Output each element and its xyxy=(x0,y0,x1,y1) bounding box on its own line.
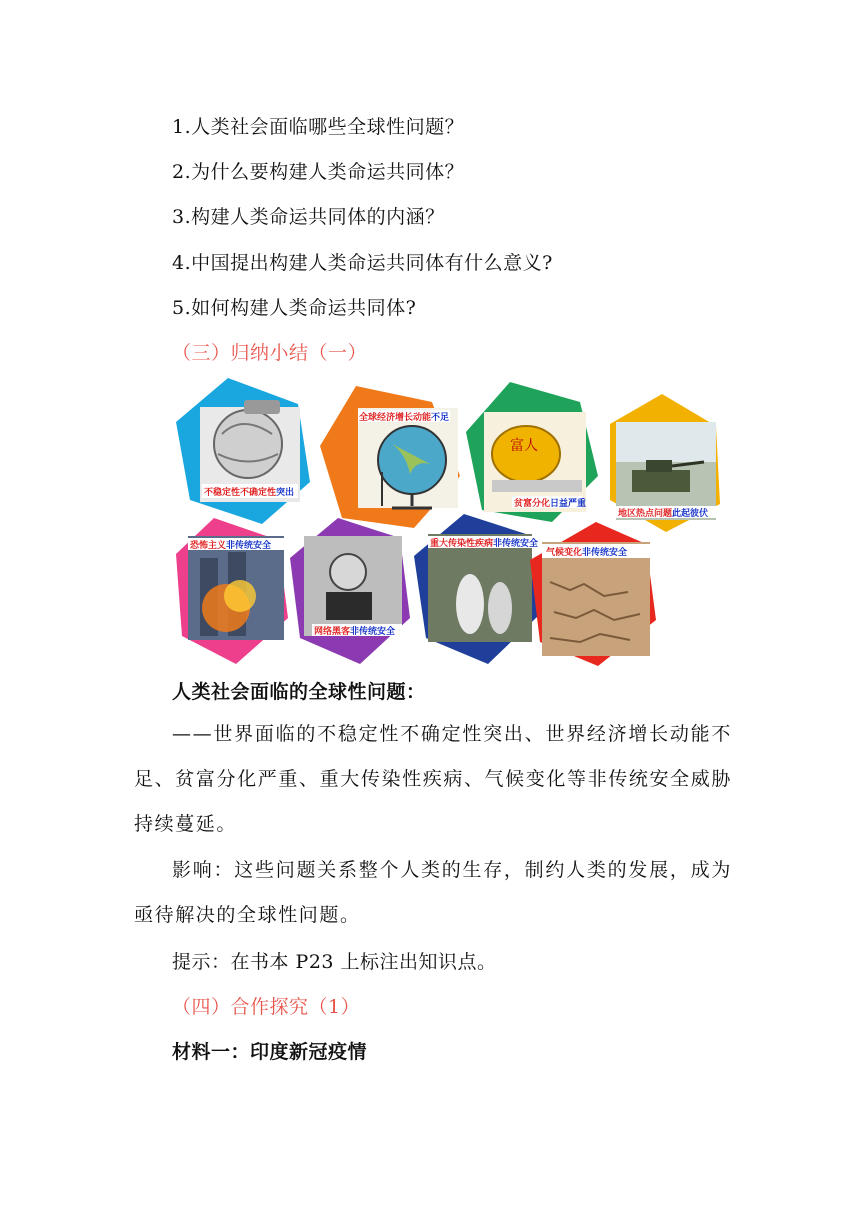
svg-text:富人: 富人 xyxy=(510,438,538,454)
collage-tile-hacker xyxy=(290,518,410,664)
svg-text:重大传染性疾病非传统安全: 重大传染性疾病非传统安全 xyxy=(430,539,539,549)
svg-text:地区热点问题此起彼伏: 地区热点问题此起彼伏 xyxy=(618,509,709,519)
collage-tile-wealth-gap xyxy=(466,382,598,522)
question-2: 2.为什么要构建人类命运共同体？ xyxy=(172,161,465,183)
hint-text: 提示：在书本 P23 上标注出知识点。 xyxy=(172,951,497,973)
question-5: 5.如何构建人类命运共同体? xyxy=(172,297,417,319)
material-heading: 材料一：印度新冠疫情 xyxy=(172,1041,368,1063)
svg-text:恐怖主义非传统安全: 恐怖主义非传统安全 xyxy=(190,541,272,551)
collage-tile-climate xyxy=(530,522,656,666)
section3-heading: （三）归纳小结（一） xyxy=(172,342,368,364)
collage-tile-disease xyxy=(414,514,538,664)
section4-heading: （四）合作探究（1） xyxy=(172,996,361,1018)
svg-text:不稳定性不确定性突出: 不稳定性不确定性突出 xyxy=(204,488,295,498)
summary-heading: 人类社会面临的全球性问题： xyxy=(172,681,426,703)
global-issues-collage xyxy=(170,372,730,667)
question-4: 4.中国提出构建人类命运共同体有什么意义? xyxy=(172,252,553,274)
svg-text:气候变化非传统安全: 气候变化非传统安全 xyxy=(546,548,628,558)
collage-tile-instability xyxy=(176,378,310,524)
summary-paragraph: ——世界面临的不稳定性不确定性突出、世界经济增长动能不足、贫富分化严重、重大传染性疾病、气候变化等非传统安全威胁持续蔓延。 xyxy=(134,723,732,835)
svg-text:全球经济增长动能不足: 全球经济增长动能不足 xyxy=(359,413,450,423)
collage-tile-hotspots xyxy=(610,394,720,532)
collage-tile-terrorism xyxy=(176,518,288,664)
collage-tile-economy xyxy=(320,386,460,528)
question-3: 3.构建人类命运共同体的内涵？ xyxy=(172,206,445,228)
svg-text:网络黑客非传统安全: 网络黑客非传统安全 xyxy=(314,627,396,637)
svg-text:贫富分化日益严重: 贫富分化日益严重 xyxy=(514,499,587,509)
impact-paragraph: 影响：这些问题关系整个人类的生存，制约人类的发展，成为亟待解决的全球性问题。 xyxy=(134,859,732,926)
question-1: 1.人类社会面临哪些全球性问题？ xyxy=(172,116,465,138)
